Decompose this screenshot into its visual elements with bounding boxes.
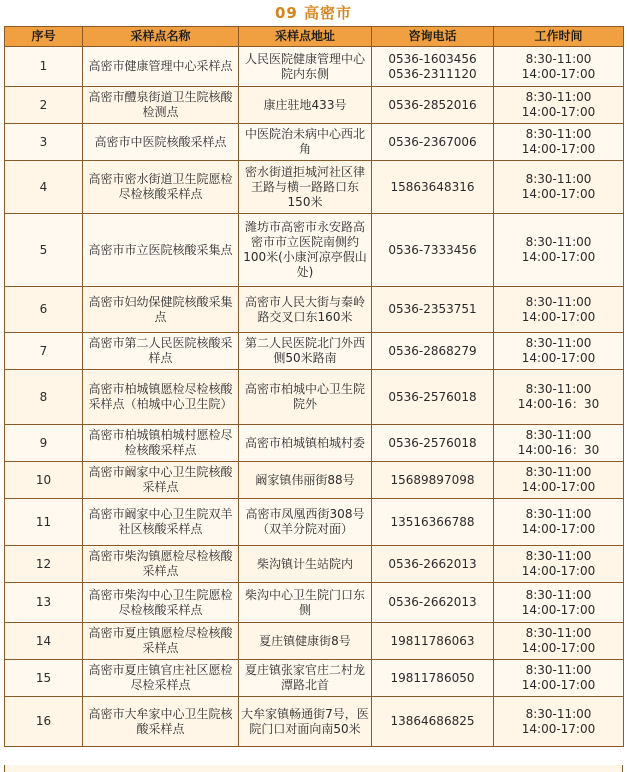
cell-no: 10 xyxy=(5,462,83,499)
cell-name: 高密市夏庄镇官庄社区愿检尽检采样点 xyxy=(83,660,239,697)
cell-no: 13 xyxy=(5,583,83,623)
table-row xyxy=(5,583,624,623)
header-phone: 咨询电话 xyxy=(372,27,494,47)
cell-phone: 0536-2367006 xyxy=(372,124,494,161)
cell-no: 7 xyxy=(5,333,83,370)
cell-address: 高密市柏城镇柏城村委 xyxy=(239,425,372,462)
cell-no: 4 xyxy=(5,161,83,214)
cell-name: 高密市夏庄镇愿检尽检核酸采样点 xyxy=(83,623,239,660)
cell-hours: 8:30-11:00 14:00-17:00 xyxy=(494,623,624,660)
cell-phone: 0536-2576018 xyxy=(372,425,494,462)
cell-no: 15 xyxy=(5,660,83,697)
cell-name: 高密市中医院核酸采样点 xyxy=(83,124,239,161)
cell-phone: 0536-2662013 xyxy=(372,583,494,623)
cell-name: 高密市第二人民医院核酸采样点 xyxy=(83,333,239,370)
cell-phone: 13516366788 xyxy=(372,499,494,546)
table-row xyxy=(5,462,624,499)
cell-phone: 13864686825 xyxy=(372,697,494,747)
table-row xyxy=(5,370,624,425)
cell-name: 高密市柴沟中心卫生院愿检尽检核酸采样点 xyxy=(83,583,239,623)
cell-hours: 8:30-11:00 14:00-17:00 xyxy=(494,697,624,747)
table-row xyxy=(5,214,624,287)
cell-no: 8 xyxy=(5,370,83,425)
header-hours: 工作时间 xyxy=(494,27,624,47)
cell-hours: 8:30-11:00 14:00-17:00 xyxy=(494,546,624,583)
cell-address: 柴沟镇计生站院内 xyxy=(239,546,372,583)
cell-address: 夏庄镇健康街8号 xyxy=(239,623,372,660)
cell-address: 夏庄镇张家官庄二村龙潭路北首 xyxy=(239,660,372,697)
table-row xyxy=(5,287,624,333)
cell-phone: 15863648316 xyxy=(372,161,494,214)
cell-no: 2 xyxy=(5,87,83,124)
cell-hours: 8:30-11:00 14:00-17:00 xyxy=(494,499,624,546)
cell-no: 1 xyxy=(5,47,83,87)
cell-no: 6 xyxy=(5,287,83,333)
cell-address: 潍坊市高密市永安路高密市市立医院南侧约100米(小康河凉亭假山处) xyxy=(239,214,372,287)
cell-no: 11 xyxy=(5,499,83,546)
cell-phone: 0536-2852016 xyxy=(372,87,494,124)
cell-phone: 15689897098 xyxy=(372,462,494,499)
table-row xyxy=(5,124,624,161)
cell-hours: 8:30-11:00 14:00-17:00 xyxy=(494,333,624,370)
cell-phone: 0536-2576018 xyxy=(372,370,494,425)
cell-hours: 8:30-11:00 14:00-16：30 xyxy=(494,370,624,425)
page-title: 09 高密市 xyxy=(274,4,353,22)
cell-no: 12 xyxy=(5,546,83,583)
cell-address: 阚家镇伟丽街88号 xyxy=(239,462,372,499)
cell-no: 14 xyxy=(5,623,83,660)
cell-address: 高密市柏城中心卫生院院外 xyxy=(239,370,372,425)
cell-phone: 0536-1603456 0536-2311120 xyxy=(372,47,494,87)
table-row xyxy=(5,546,624,583)
cell-no: 16 xyxy=(5,697,83,747)
table-row xyxy=(5,499,624,546)
cell-phone: 0536-2662013 xyxy=(372,546,494,583)
table-row xyxy=(5,47,624,87)
table-row xyxy=(5,87,624,124)
cell-hours: 8:30-11:00 14:00-17:00 xyxy=(494,287,624,333)
cell-hours: 8:30-11:00 14:00-17:00 xyxy=(494,583,624,623)
cell-address: 人民医院健康管理中心院内东侧 xyxy=(239,47,372,87)
cell-address: 柴沟中心卫生院门口东侧 xyxy=(239,583,372,623)
cell-address: 第二人民医院北门外西侧50米路南 xyxy=(239,333,372,370)
cell-name: 高密市柏城镇愿检尽检核酸采样点（柏城中心卫生院） xyxy=(83,370,239,425)
cell-address: 高密市人民大街与秦岭路交叉口东160米 xyxy=(239,287,372,333)
cell-hours: 8:30-11:00 14:00-17:00 xyxy=(494,214,624,287)
cell-hours: 8:30-11:00 14:00-17:00 xyxy=(494,161,624,214)
table-row xyxy=(5,623,624,660)
cell-name: 高密市柏城镇柏城村愿检尽检核酸采样点 xyxy=(83,425,239,462)
table-row xyxy=(5,660,624,697)
cell-no: 9 xyxy=(5,425,83,462)
cell-name: 高密市密水街道卫生院愿检尽检核酸采样点 xyxy=(83,161,239,214)
table-row xyxy=(5,161,624,214)
table-row xyxy=(5,333,624,370)
cell-hours: 8:30-11:00 14:00-17:00 xyxy=(494,124,624,161)
cell-no: 3 xyxy=(5,124,83,161)
table-body xyxy=(5,47,624,747)
table-row xyxy=(5,425,624,462)
cell-hours: 8:30-11:00 14:00-17:00 xyxy=(494,660,624,697)
header-no: 序号 xyxy=(5,27,83,47)
cell-phone: 19811786050 xyxy=(372,660,494,697)
cell-address: 康庄驻地433号 xyxy=(239,87,372,124)
cell-address: 中医院治未病中心西北角 xyxy=(239,124,372,161)
cell-address: 大牟家镇畅通街7号，医院门口对面向南50米 xyxy=(239,697,372,747)
cell-phone: 19811786063 xyxy=(372,623,494,660)
table-continuation xyxy=(4,765,623,772)
cell-hours: 8:30-11:00 14:00-17:00 xyxy=(494,87,624,124)
cell-name: 高密市阚家中心卫生院双羊社区核酸采样点 xyxy=(83,499,239,546)
cell-name: 高密市大牟家中心卫生院核酸采样点 xyxy=(83,697,239,747)
cell-name: 高密市健康管理中心采样点 xyxy=(83,47,239,87)
cell-no: 5 xyxy=(5,214,83,287)
table-row xyxy=(5,697,624,747)
cell-hours: 8:30-11:00 14:00-17:00 xyxy=(494,462,624,499)
cell-address: 高密市凤凰西街308号（双羊分院对面） xyxy=(239,499,372,546)
cell-address: 密水街道拒城河社区律王路与横一路路口东150米 xyxy=(239,161,372,214)
sampling-sites-table xyxy=(4,26,624,747)
cell-name: 高密市妇幼保健院核酸采集点 xyxy=(83,287,239,333)
cell-name: 高密市阚家中心卫生院核酸采样点 xyxy=(83,462,239,499)
cell-hours: 8:30-11:00 14:00-16：30 xyxy=(494,425,624,462)
cell-name: 高密市市立医院核酸采集点 xyxy=(83,214,239,287)
header-name: 采样点名称 xyxy=(83,27,239,47)
cell-hours: 8:30-11:00 14:00-17:00 xyxy=(494,47,624,87)
cell-phone: 0536-2353751 xyxy=(372,287,494,333)
cell-name: 高密市醴泉街道卫生院核酸检测点 xyxy=(83,87,239,124)
cell-phone: 0536-2868279 xyxy=(372,333,494,370)
header-address: 采样点地址 xyxy=(239,27,372,47)
cell-name: 高密市柴沟镇愿检尽检核酸采样点 xyxy=(83,546,239,583)
table-header-row xyxy=(5,27,624,47)
cell-phone: 0536-7333456 xyxy=(372,214,494,287)
